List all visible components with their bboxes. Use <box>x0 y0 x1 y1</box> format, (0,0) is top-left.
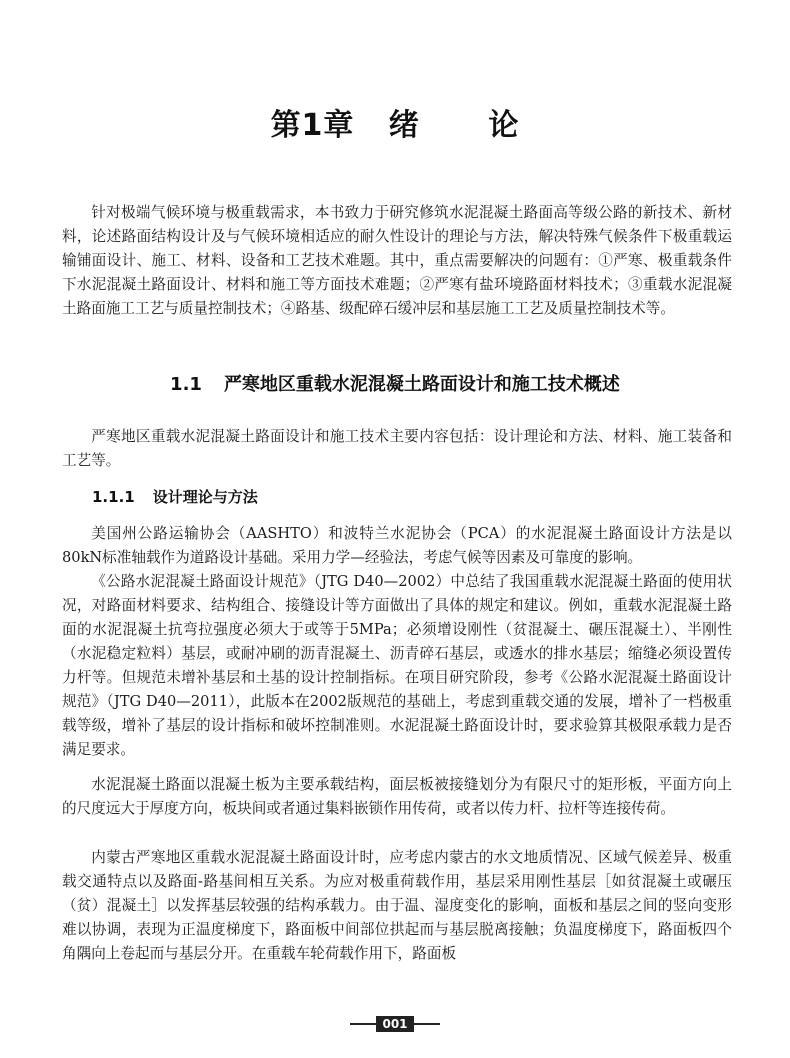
subsection-heading <box>92 486 258 507</box>
section-paragraph: 严寒地区重载水泥混凝土路面设计和施工技术主要内容包括：设计理论和方法、材料、施工装备和工艺等。 <box>62 428 732 469</box>
section-number: 1.1 <box>170 374 202 395</box>
page-number: 001 <box>376 1016 413 1032</box>
intro-paragraph: 针对极端气候环境与极重载需求，本书致力于研究修筑水泥混凝土路面高等级公路的新技术、新材料，论述路面结构设计及与气候环境相适应的耐久性设计的理论与方法，解决特殊气候条件下极重载运输铺面设计、施工、材料、设备和工艺技术难题。其中，重点需要解决的问题有：①严寒、极重载条件下水泥混凝土路面设计、材料和施工等方面技术难题；②严寒有盐环境路面材料技术；③重载水泥混凝土路面施工工艺与质量控制技术；④路基、级配碎石缓冲层和基层施工工艺及质量控制技术等。 <box>62 204 732 317</box>
footer-rule-right <box>414 1023 440 1025</box>
section-title: 严寒地区重载水泥混凝土路面设计和施工技术概述 <box>223 374 620 395</box>
footer-rule-left <box>350 1023 376 1025</box>
subsection-number: 1.1.1 <box>92 488 135 506</box>
page-footer <box>0 1013 790 1032</box>
section-heading <box>0 370 790 396</box>
body-paragraph-4: 内蒙古严寒地区重载水泥混凝土路面设计时，应考虑内蒙古的水文地质情况、区域气候差异、极重载交通特点以及路面-路基间相互关系。为应对极重荷载作用，基层采用刚性基层［如贫混凝土或碾压（贫）混凝土］以发挥基层较强的结构承载力。由于温、湿度变化的影响，面板和基层之间的竖向变形难以协调，表现为正温度梯度下，路面板中间部位拱起而与基层脱离接触；负温度梯度下，路面板四个角隅向上卷起而与基层分开。在重载车轮荷载作用下，路面板 <box>62 849 732 962</box>
body-paragraph-1: 美国州公路运输协会（AASHTO）和波特兰水泥协会（PCA）的水泥混凝土路面设计方法是以80kN标准轴载作为道路设计基础。采用力学—经验法，考虑气候等因素及可靠度的影响。 <box>62 525 732 566</box>
subsection-title: 设计理论与方法 <box>152 488 258 506</box>
body-paragraph-2: 《公路水泥混凝土路面设计规范》（JTG D40—2002）中总结了我国重载水泥混凝土路面的使用状况，对路面材料要求、结构组合、接缝设计等方面做出了具体的规定和建议。例如，重载水泥混凝土路面的水泥混凝土抗弯拉强度必须大于或等于5MPa；必须增设刚性（贫混凝土、碾压混凝土）、半刚性（水泥稳定粒料）基层，或耐冲刷的沥青混凝土、沥青碎石基层，或透水的排水基层；缩缝必须设置传力杆等。但规范未增补基层和土基的设计控制指标。在项目研究阶段，参考《公路水泥混凝土路面设计规范》（JTG D40—2011），此版本在2002版规范的基础上，考虑到重载交通的发展，增补了一档极重载等级，增补了基层的设计指标和破坏控制准则。水泥混凝土路面设计时，要求验算其极限承载力是否满足要求。 <box>62 573 732 758</box>
body-paragraph-3: 水泥混凝土路面以混凝土板为主要承载结构，面层板被接缝划分为有限尺寸的矩形板，平面方向上的尺度远大于厚度方向，板块间或者通过集料嵌锁作用传荷，或者以传力杆、拉杆等连接传荷。 <box>62 776 732 817</box>
chapter-title: 第1章 绪 论 <box>270 108 520 143</box>
